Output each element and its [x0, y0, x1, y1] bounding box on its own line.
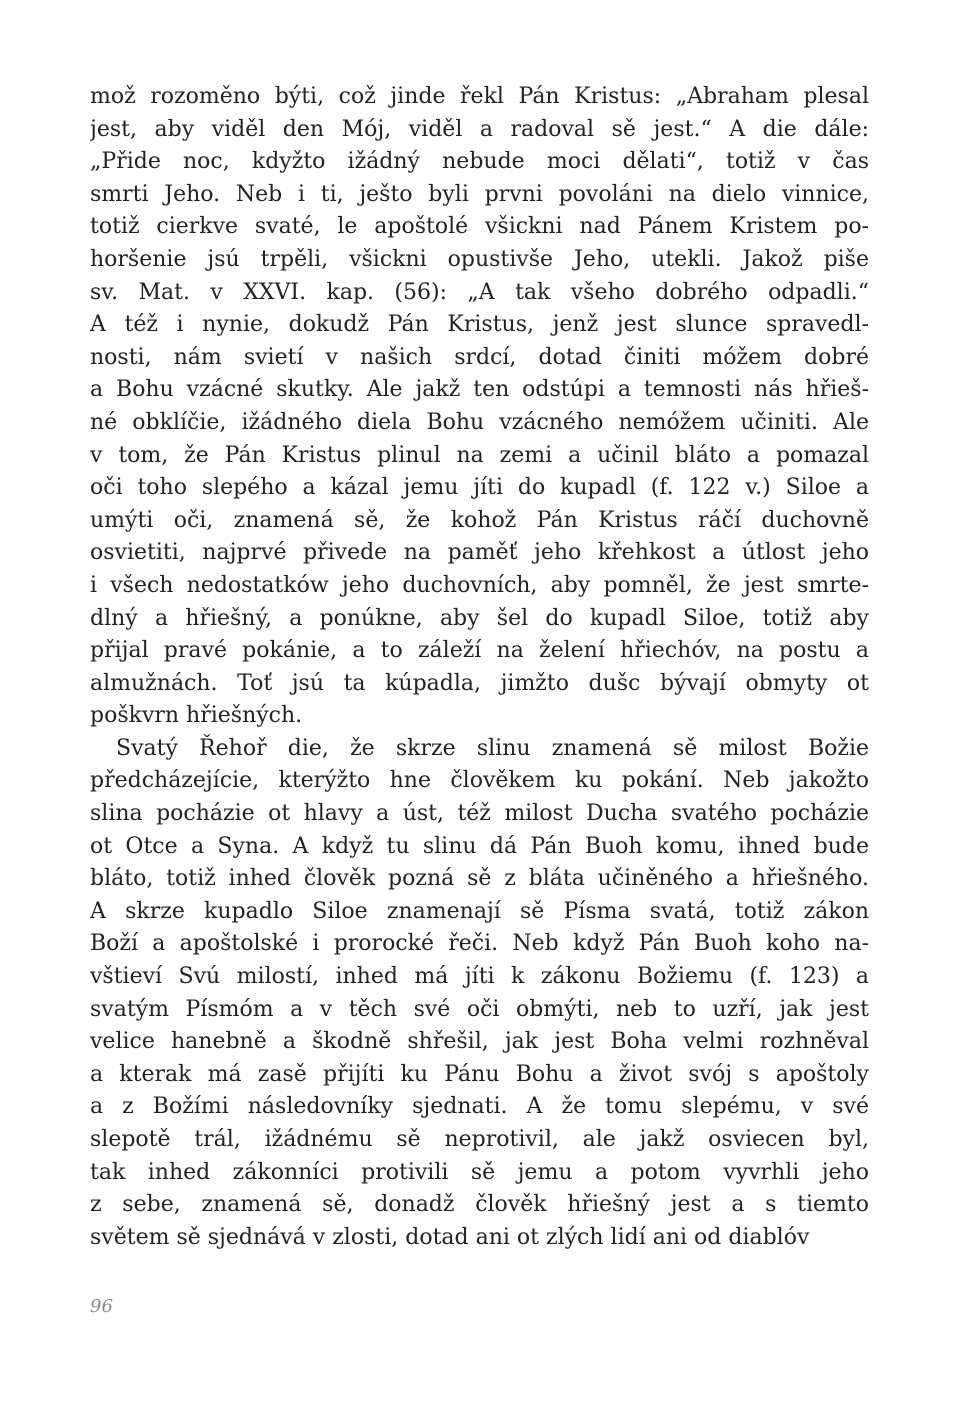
text-line: A skrze kupadlo Siloe znamenají sě Písma svatá, totiž zákon — [90, 898, 869, 924]
text-line: nosti, nám svietí v našich srdcí, dotad činiti móžem dobré — [90, 344, 869, 370]
text-line: dlný a hřiešný, a ponúkne, aby šel do kupadl Siloe, totiž aby — [90, 605, 869, 631]
text-line: sv. Mat. v XXVI. kap. (56): „A tak všeho dobrého odpadli.“ — [90, 279, 869, 305]
text-line: velice hanebně a škodně shřešil, jak jest Boha velmi rozhněval — [90, 1029, 869, 1055]
text-line: almužnách. Toť jsú ta kúpadla, jimžto dušc bývají obmyty ot — [90, 670, 869, 696]
text-line: poškvrn hřiešných. — [90, 703, 303, 729]
text-line: předcházejície, kterýžto hne člověkem ku pokání. Neb jakožto — [90, 768, 869, 794]
text-line: slepotě trál, ižádnému sě neprotivil, ale jakž osviecen byl, — [90, 1127, 869, 1152]
text-line: jest, aby viděl den Mój, viděl a radoval sě jest.“ A die dále: — [90, 116, 869, 142]
body-text — [90, 81, 869, 1254]
text-line: svatým Písmóm a v těch své oči obmýti, neb to uzří, jak jest — [90, 996, 869, 1022]
text-line: oči toho slepého a kázal jemu jíti do kupadl (f. 122 v.) Siloe a — [90, 475, 869, 501]
text-line: horšenie jsú trpěli, všickni opustivše Jeho, utekli. Jakož piše — [90, 246, 869, 272]
text-line: osvietiti, najprvé přivede na paměť jeho křehkost a útlost jeho — [90, 540, 869, 566]
text-line: světem sě sjednává v zlosti, dotad ani ot zlých lidí ani od diablóv — [90, 1224, 810, 1250]
text-line: totiž cierkve svaté, le apoštolé všickni nad Pánem Kristem po- — [90, 214, 869, 240]
text-line: slina pocházie ot hlavy a úst, též milost Ducha svatého pocházie — [90, 801, 869, 827]
text-line: bláto, totiž inhed člověk pozná sě z bláta učiněného a hřiešného. — [90, 866, 869, 892]
text-line: a kterak má zasě přijíti ku Pánu Bohu a život svój s apoštoly — [90, 1061, 869, 1087]
text-line: z sebe, znamená sě, donadž člověk hřiešný jest a s tiemto — [90, 1192, 869, 1218]
text-line: vštieví Svú milostí, inhed má jíti k zákonu Božiemu (f. 123) a — [90, 964, 869, 990]
text-line: i všech nedostatków jeho duchovních, aby pomněl, že jest smrte- — [90, 572, 869, 598]
text-line: Boží a apoštolské i prorocké řeči. Neb když Pán Buoh koho na- — [90, 931, 869, 957]
text-line: A též i nynie, dokudž Pán Kristus, jenž jest slunce spravedl- — [90, 312, 869, 338]
text-line: přijal pravé pokánie, a to záleží na želení hřiechóv, na postu a — [90, 638, 869, 664]
text-line: smrti Jeho. Neb i ti, ješto byli prvni povoláni na dielo vinnice, — [90, 181, 869, 207]
paragraph-1 — [90, 81, 869, 733]
text-line: v tom, že Pán Kristus plinul na zemi a učinil bláto a pomazal — [90, 442, 869, 468]
text-line: Svatý Řehoř die, že skrze slinu znamená sě milost Božie — [116, 735, 869, 761]
text-line: a z Božími následovníky sjednati. A že tomu slepému, v své — [90, 1094, 869, 1120]
text-line: tak inhed zákonníci protivili sě jemu a potom vyvrhli jeho — [90, 1159, 869, 1185]
text-line: umýti oči, znamená sě, že kohož Pán Kristus ráčí duchovně — [90, 507, 869, 533]
page-number: 96 — [90, 1296, 113, 1317]
text-line: mož rozoměno býti, což jinde řekl Pán Kristus: „Abraham plesal — [90, 84, 869, 109]
text-line: né obklíčie, ižádného diela Bohu vzácného nemóžem učiniti. Ale — [90, 409, 869, 435]
paragraph-2 — [90, 733, 869, 1255]
text-line: „Přide noc, kdyžto ižádný nebude moci dělati“, totiž v čas — [90, 149, 869, 175]
text-line: ot Otce a Syna. A když tu slinu dá Pán Buoh komu, ihned bude — [90, 833, 869, 859]
text-line: a Bohu vzácné skutky. Ale jakž ten odstúpi a temnosti nás hřieš- — [90, 377, 869, 403]
